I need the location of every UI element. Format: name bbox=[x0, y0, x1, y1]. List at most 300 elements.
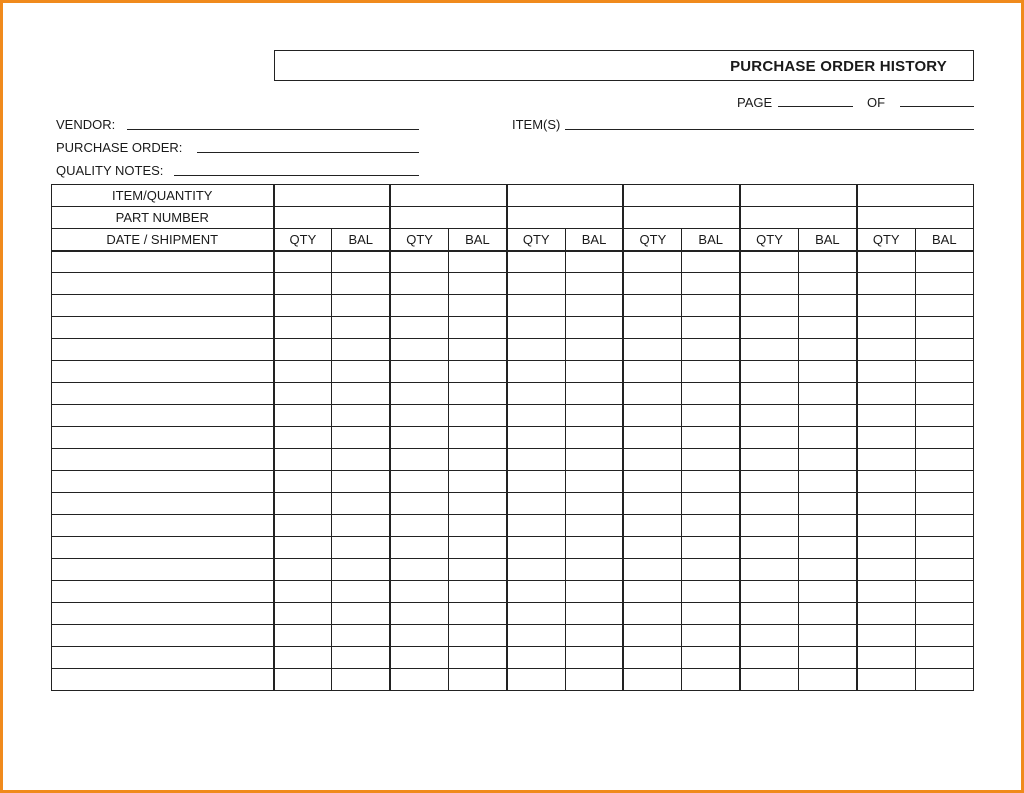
date-shipment-cell[interactable] bbox=[52, 317, 274, 339]
date-shipment-cell[interactable] bbox=[52, 669, 274, 691]
bal-cell[interactable] bbox=[565, 471, 623, 493]
part-number-cell[interactable] bbox=[390, 207, 507, 229]
bal-cell[interactable] bbox=[915, 515, 973, 537]
bal-cell[interactable] bbox=[798, 669, 856, 691]
bal-cell[interactable] bbox=[798, 581, 856, 603]
qty-cell[interactable] bbox=[274, 427, 332, 449]
bal-cell[interactable] bbox=[565, 581, 623, 603]
bal-cell[interactable] bbox=[565, 669, 623, 691]
column-header-bal: BAL bbox=[915, 229, 973, 251]
qty-cell[interactable] bbox=[623, 581, 681, 603]
bal-cell[interactable] bbox=[798, 603, 856, 625]
bal-cell[interactable] bbox=[448, 273, 506, 295]
bal-cell[interactable] bbox=[682, 317, 740, 339]
qty-cell[interactable] bbox=[507, 559, 565, 581]
bal-cell[interactable] bbox=[915, 581, 973, 603]
bal-cell[interactable] bbox=[915, 295, 973, 317]
qty-cell[interactable] bbox=[740, 317, 798, 339]
qty-cell[interactable] bbox=[623, 361, 681, 383]
bal-cell[interactable] bbox=[798, 273, 856, 295]
bal-cell[interactable] bbox=[798, 559, 856, 581]
qty-cell[interactable] bbox=[740, 405, 798, 427]
qty-cell[interactable] bbox=[507, 647, 565, 669]
qty-cell[interactable] bbox=[857, 581, 915, 603]
qty-cell[interactable] bbox=[740, 427, 798, 449]
bal-cell[interactable] bbox=[798, 361, 856, 383]
page-label: PAGE bbox=[737, 95, 773, 110]
bal-cell[interactable] bbox=[915, 449, 973, 471]
qty-cell[interactable] bbox=[623, 625, 681, 647]
qty-cell[interactable] bbox=[507, 515, 565, 537]
bal-cell[interactable] bbox=[448, 317, 506, 339]
bal-cell[interactable] bbox=[798, 251, 856, 273]
bal-cell[interactable] bbox=[565, 405, 623, 427]
date-shipment-cell[interactable] bbox=[52, 339, 274, 361]
qty-cell[interactable] bbox=[390, 449, 448, 471]
column-header-qty: QTY bbox=[507, 229, 565, 251]
bal-cell[interactable] bbox=[448, 471, 506, 493]
date-shipment-cell[interactable] bbox=[52, 581, 274, 603]
qty-cell[interactable] bbox=[740, 559, 798, 581]
bal-cell[interactable] bbox=[332, 449, 390, 471]
bal-cell[interactable] bbox=[565, 603, 623, 625]
bal-cell[interactable] bbox=[565, 449, 623, 471]
column-header-bal: BAL bbox=[448, 229, 506, 251]
bal-cell[interactable] bbox=[332, 339, 390, 361]
qty-cell[interactable] bbox=[740, 537, 798, 559]
qty-cell[interactable] bbox=[857, 295, 915, 317]
qty-cell[interactable] bbox=[857, 317, 915, 339]
qty-cell[interactable] bbox=[507, 581, 565, 603]
qty-cell[interactable] bbox=[507, 493, 565, 515]
bal-cell[interactable] bbox=[915, 405, 973, 427]
qty-cell[interactable] bbox=[390, 515, 448, 537]
qty-cell[interactable] bbox=[274, 273, 332, 295]
bal-cell[interactable] bbox=[332, 625, 390, 647]
date-shipment-cell[interactable] bbox=[52, 361, 274, 383]
table-row bbox=[52, 361, 974, 383]
item-quantity-cell[interactable] bbox=[857, 185, 974, 207]
qty-cell[interactable] bbox=[507, 471, 565, 493]
qty-cell[interactable] bbox=[623, 647, 681, 669]
bal-cell[interactable] bbox=[448, 493, 506, 515]
qty-cell[interactable] bbox=[390, 361, 448, 383]
bal-cell[interactable] bbox=[682, 273, 740, 295]
qty-cell[interactable] bbox=[857, 361, 915, 383]
qty-cell[interactable] bbox=[390, 493, 448, 515]
bal-cell[interactable] bbox=[682, 361, 740, 383]
row-label: DATE / SHIPMENT bbox=[52, 229, 274, 251]
qty-cell[interactable] bbox=[740, 339, 798, 361]
bal-cell[interactable] bbox=[565, 427, 623, 449]
qty-cell[interactable] bbox=[390, 383, 448, 405]
bal-cell[interactable] bbox=[915, 361, 973, 383]
qty-cell[interactable] bbox=[507, 625, 565, 647]
qty-cell[interactable] bbox=[507, 669, 565, 691]
qty-cell[interactable] bbox=[857, 625, 915, 647]
qty-cell[interactable] bbox=[740, 669, 798, 691]
quality-notes-label: QUALITY NOTES: bbox=[56, 163, 164, 178]
column-header-qty: QTY bbox=[390, 229, 448, 251]
qty-cell[interactable] bbox=[623, 405, 681, 427]
qty-cell[interactable] bbox=[740, 603, 798, 625]
bal-cell[interactable] bbox=[448, 361, 506, 383]
items-field[interactable] bbox=[565, 129, 974, 130]
quality-notes-field[interactable] bbox=[174, 175, 419, 176]
bal-cell[interactable] bbox=[682, 383, 740, 405]
qty-cell[interactable] bbox=[274, 669, 332, 691]
bal-cell[interactable] bbox=[798, 449, 856, 471]
date-shipment-cell[interactable] bbox=[52, 449, 274, 471]
bal-cell[interactable] bbox=[332, 515, 390, 537]
bal-cell[interactable] bbox=[798, 471, 856, 493]
bal-cell[interactable] bbox=[798, 405, 856, 427]
qty-cell[interactable] bbox=[857, 449, 915, 471]
vendor-field[interactable] bbox=[127, 129, 419, 130]
bal-cell[interactable] bbox=[915, 493, 973, 515]
bal-cell[interactable] bbox=[332, 405, 390, 427]
qty-cell[interactable] bbox=[274, 471, 332, 493]
item-quantity-cell[interactable] bbox=[507, 185, 624, 207]
bal-cell[interactable] bbox=[565, 339, 623, 361]
qty-cell[interactable] bbox=[740, 273, 798, 295]
date-shipment-cell[interactable] bbox=[52, 471, 274, 493]
bal-cell[interactable] bbox=[682, 515, 740, 537]
qty-cell[interactable] bbox=[390, 603, 448, 625]
qty-cell[interactable] bbox=[623, 515, 681, 537]
bal-cell[interactable] bbox=[565, 647, 623, 669]
bal-cell[interactable] bbox=[682, 427, 740, 449]
qty-cell[interactable] bbox=[274, 339, 332, 361]
bal-cell[interactable] bbox=[448, 625, 506, 647]
qty-cell[interactable] bbox=[274, 537, 332, 559]
qty-cell[interactable] bbox=[274, 405, 332, 427]
qty-cell[interactable] bbox=[857, 669, 915, 691]
qty-cell[interactable] bbox=[740, 515, 798, 537]
bal-cell[interactable] bbox=[915, 339, 973, 361]
qty-cell[interactable] bbox=[390, 427, 448, 449]
table-row bbox=[52, 537, 974, 559]
column-header-qty: QTY bbox=[623, 229, 681, 251]
qty-cell[interactable] bbox=[623, 317, 681, 339]
bal-cell[interactable] bbox=[682, 581, 740, 603]
bal-cell[interactable] bbox=[798, 383, 856, 405]
bal-cell[interactable] bbox=[565, 361, 623, 383]
bal-cell[interactable] bbox=[798, 647, 856, 669]
bal-cell[interactable] bbox=[332, 383, 390, 405]
date-shipment-cell[interactable] bbox=[52, 383, 274, 405]
qty-cell[interactable] bbox=[623, 273, 681, 295]
qty-cell[interactable] bbox=[274, 383, 332, 405]
qty-cell[interactable] bbox=[390, 295, 448, 317]
qty-cell[interactable] bbox=[274, 603, 332, 625]
qty-cell[interactable] bbox=[740, 493, 798, 515]
bal-cell[interactable] bbox=[565, 295, 623, 317]
qty-cell[interactable] bbox=[274, 493, 332, 515]
qty-cell[interactable] bbox=[623, 251, 681, 273]
bal-cell[interactable] bbox=[448, 581, 506, 603]
qty-cell[interactable] bbox=[623, 339, 681, 361]
qty-cell[interactable] bbox=[623, 449, 681, 471]
qty-cell[interactable] bbox=[274, 647, 332, 669]
qty-cell[interactable] bbox=[390, 669, 448, 691]
bal-cell[interactable] bbox=[798, 493, 856, 515]
qty-cell[interactable] bbox=[740, 625, 798, 647]
bal-cell[interactable] bbox=[682, 625, 740, 647]
qty-cell[interactable] bbox=[623, 559, 681, 581]
qty-cell[interactable] bbox=[507, 317, 565, 339]
qty-cell[interactable] bbox=[507, 537, 565, 559]
bal-cell[interactable] bbox=[682, 669, 740, 691]
bal-cell[interactable] bbox=[332, 647, 390, 669]
bal-cell[interactable] bbox=[682, 603, 740, 625]
date-shipment-cell[interactable] bbox=[52, 625, 274, 647]
qty-cell[interactable] bbox=[390, 559, 448, 581]
bal-cell[interactable] bbox=[798, 515, 856, 537]
qty-cell[interactable] bbox=[740, 295, 798, 317]
bal-cell[interactable] bbox=[565, 383, 623, 405]
bal-cell[interactable] bbox=[682, 449, 740, 471]
table-row bbox=[52, 625, 974, 647]
qty-cell[interactable] bbox=[857, 603, 915, 625]
bal-cell[interactable] bbox=[682, 559, 740, 581]
qty-cell[interactable] bbox=[507, 295, 565, 317]
column-header-bal: BAL bbox=[565, 229, 623, 251]
qty-cell[interactable] bbox=[740, 471, 798, 493]
date-shipment-cell[interactable] bbox=[52, 493, 274, 515]
qty-cell[interactable] bbox=[623, 383, 681, 405]
bal-cell[interactable] bbox=[332, 295, 390, 317]
bal-cell[interactable] bbox=[448, 559, 506, 581]
qty-cell[interactable] bbox=[623, 493, 681, 515]
part-number-cell[interactable] bbox=[740, 207, 857, 229]
qty-cell[interactable] bbox=[507, 603, 565, 625]
qty-cell[interactable] bbox=[623, 669, 681, 691]
table-row bbox=[52, 449, 974, 471]
qty-cell[interactable] bbox=[274, 625, 332, 647]
bal-cell[interactable] bbox=[915, 317, 973, 339]
qty-cell[interactable] bbox=[623, 427, 681, 449]
qty-cell[interactable] bbox=[390, 647, 448, 669]
qty-cell[interactable] bbox=[623, 603, 681, 625]
bal-cell[interactable] bbox=[915, 427, 973, 449]
bal-cell[interactable] bbox=[798, 427, 856, 449]
vendor-label: VENDOR: bbox=[56, 117, 116, 132]
part-number-cell[interactable] bbox=[623, 207, 740, 229]
bal-cell[interactable] bbox=[448, 405, 506, 427]
qty-cell[interactable] bbox=[623, 471, 681, 493]
bal-cell[interactable] bbox=[682, 471, 740, 493]
bal-cell[interactable] bbox=[448, 647, 506, 669]
bal-cell[interactable] bbox=[565, 537, 623, 559]
page-total-field[interactable] bbox=[900, 106, 974, 107]
bal-cell[interactable] bbox=[915, 647, 973, 669]
qty-cell[interactable] bbox=[390, 405, 448, 427]
date-shipment-cell[interactable] bbox=[52, 405, 274, 427]
bal-cell[interactable] bbox=[565, 493, 623, 515]
item-quantity-cell[interactable] bbox=[274, 185, 391, 207]
qty-cell[interactable] bbox=[857, 471, 915, 493]
header-row bbox=[52, 229, 974, 251]
item-quantity-cell[interactable] bbox=[390, 185, 507, 207]
table-row bbox=[52, 493, 974, 515]
qty-cell[interactable] bbox=[740, 361, 798, 383]
bal-cell[interactable] bbox=[448, 603, 506, 625]
bal-cell[interactable] bbox=[448, 669, 506, 691]
qty-cell[interactable] bbox=[274, 515, 332, 537]
qty-cell[interactable] bbox=[857, 405, 915, 427]
date-shipment-cell[interactable] bbox=[52, 251, 274, 273]
bal-cell[interactable] bbox=[915, 603, 973, 625]
qty-cell[interactable] bbox=[857, 515, 915, 537]
qty-cell[interactable] bbox=[507, 361, 565, 383]
qty-cell[interactable] bbox=[623, 537, 681, 559]
bal-cell[interactable] bbox=[915, 625, 973, 647]
bal-cell[interactable] bbox=[332, 317, 390, 339]
date-shipment-cell[interactable] bbox=[52, 273, 274, 295]
bal-cell[interactable] bbox=[682, 647, 740, 669]
bal-cell[interactable] bbox=[798, 295, 856, 317]
bal-cell[interactable] bbox=[565, 515, 623, 537]
qty-cell[interactable] bbox=[507, 251, 565, 273]
bal-cell[interactable] bbox=[565, 273, 623, 295]
qty-cell[interactable] bbox=[274, 361, 332, 383]
qty-cell[interactable] bbox=[740, 581, 798, 603]
qty-cell[interactable] bbox=[274, 449, 332, 471]
qty-cell[interactable] bbox=[274, 251, 332, 273]
qty-cell[interactable] bbox=[857, 647, 915, 669]
bal-cell[interactable] bbox=[682, 405, 740, 427]
bal-cell[interactable] bbox=[448, 295, 506, 317]
bal-cell[interactable] bbox=[448, 515, 506, 537]
bal-cell[interactable] bbox=[565, 251, 623, 273]
qty-cell[interactable] bbox=[740, 251, 798, 273]
qty-cell[interactable] bbox=[390, 581, 448, 603]
bal-cell[interactable] bbox=[332, 493, 390, 515]
table-row bbox=[52, 581, 974, 603]
qty-cell[interactable] bbox=[507, 427, 565, 449]
qty-cell[interactable] bbox=[623, 295, 681, 317]
qty-cell[interactable] bbox=[274, 581, 332, 603]
date-shipment-cell[interactable] bbox=[52, 295, 274, 317]
part-number-cell[interactable] bbox=[274, 207, 391, 229]
date-shipment-cell[interactable] bbox=[52, 603, 274, 625]
date-shipment-cell[interactable] bbox=[52, 537, 274, 559]
qty-cell[interactable] bbox=[390, 471, 448, 493]
bal-cell[interactable] bbox=[448, 537, 506, 559]
qty-cell[interactable] bbox=[857, 251, 915, 273]
qty-cell[interactable] bbox=[740, 383, 798, 405]
bal-cell[interactable] bbox=[915, 669, 973, 691]
part-number-cell[interactable] bbox=[507, 207, 624, 229]
bal-cell[interactable] bbox=[332, 581, 390, 603]
bal-cell[interactable] bbox=[915, 383, 973, 405]
bal-cell[interactable] bbox=[448, 383, 506, 405]
bal-cell[interactable] bbox=[448, 251, 506, 273]
bal-cell[interactable] bbox=[448, 449, 506, 471]
bal-cell[interactable] bbox=[798, 625, 856, 647]
bal-cell[interactable] bbox=[915, 471, 973, 493]
column-header-bal: BAL bbox=[682, 229, 740, 251]
part-number-cell[interactable] bbox=[857, 207, 974, 229]
date-shipment-cell[interactable] bbox=[52, 647, 274, 669]
qty-cell[interactable] bbox=[857, 559, 915, 581]
qty-cell[interactable] bbox=[857, 339, 915, 361]
item-quantity-cell[interactable] bbox=[623, 185, 740, 207]
qty-cell[interactable] bbox=[274, 559, 332, 581]
qty-cell[interactable] bbox=[390, 317, 448, 339]
page-number-field[interactable] bbox=[778, 106, 853, 107]
bal-cell[interactable] bbox=[798, 537, 856, 559]
qty-cell[interactable] bbox=[390, 273, 448, 295]
bal-cell[interactable] bbox=[682, 537, 740, 559]
bal-cell[interactable] bbox=[798, 317, 856, 339]
qty-cell[interactable] bbox=[390, 537, 448, 559]
bal-cell[interactable] bbox=[332, 251, 390, 273]
bal-cell[interactable] bbox=[915, 251, 973, 273]
bal-cell[interactable] bbox=[565, 625, 623, 647]
bal-cell[interactable] bbox=[915, 273, 973, 295]
bal-cell[interactable] bbox=[332, 669, 390, 691]
qty-cell[interactable] bbox=[857, 383, 915, 405]
purchase-order-field[interactable] bbox=[197, 152, 419, 153]
qty-cell[interactable] bbox=[390, 339, 448, 361]
bal-cell[interactable] bbox=[565, 317, 623, 339]
bal-cell[interactable] bbox=[332, 361, 390, 383]
bal-cell[interactable] bbox=[332, 471, 390, 493]
qty-cell[interactable] bbox=[857, 427, 915, 449]
qty-cell[interactable] bbox=[507, 273, 565, 295]
bal-cell[interactable] bbox=[332, 559, 390, 581]
date-shipment-cell[interactable] bbox=[52, 559, 274, 581]
column-header-bal: BAL bbox=[798, 229, 856, 251]
bal-cell[interactable] bbox=[332, 273, 390, 295]
bal-cell[interactable] bbox=[682, 295, 740, 317]
bal-cell[interactable] bbox=[448, 339, 506, 361]
qty-cell[interactable] bbox=[740, 449, 798, 471]
bal-cell[interactable] bbox=[915, 537, 973, 559]
qty-cell[interactable] bbox=[740, 647, 798, 669]
qty-cell[interactable] bbox=[390, 625, 448, 647]
bal-cell[interactable] bbox=[915, 559, 973, 581]
bal-cell[interactable] bbox=[332, 603, 390, 625]
qty-cell[interactable] bbox=[507, 383, 565, 405]
date-shipment-cell[interactable] bbox=[52, 427, 274, 449]
bal-cell[interactable] bbox=[682, 493, 740, 515]
qty-cell[interactable] bbox=[857, 537, 915, 559]
bal-cell[interactable] bbox=[682, 251, 740, 273]
qty-cell[interactable] bbox=[507, 449, 565, 471]
date-shipment-cell[interactable] bbox=[52, 515, 274, 537]
qty-cell[interactable] bbox=[390, 251, 448, 273]
table-row bbox=[52, 405, 974, 427]
qty-cell[interactable] bbox=[274, 317, 332, 339]
bal-cell[interactable] bbox=[332, 537, 390, 559]
bal-cell[interactable] bbox=[448, 427, 506, 449]
item-quantity-cell[interactable] bbox=[740, 185, 857, 207]
qty-cell[interactable] bbox=[507, 339, 565, 361]
table-row bbox=[52, 295, 974, 317]
qty-cell[interactable] bbox=[274, 295, 332, 317]
qty-cell[interactable] bbox=[857, 273, 915, 295]
bal-cell[interactable] bbox=[565, 559, 623, 581]
bal-cell[interactable] bbox=[798, 339, 856, 361]
bal-cell[interactable] bbox=[682, 339, 740, 361]
bal-cell[interactable] bbox=[332, 427, 390, 449]
table-row bbox=[52, 273, 974, 295]
qty-cell[interactable] bbox=[857, 493, 915, 515]
qty-cell[interactable] bbox=[507, 405, 565, 427]
